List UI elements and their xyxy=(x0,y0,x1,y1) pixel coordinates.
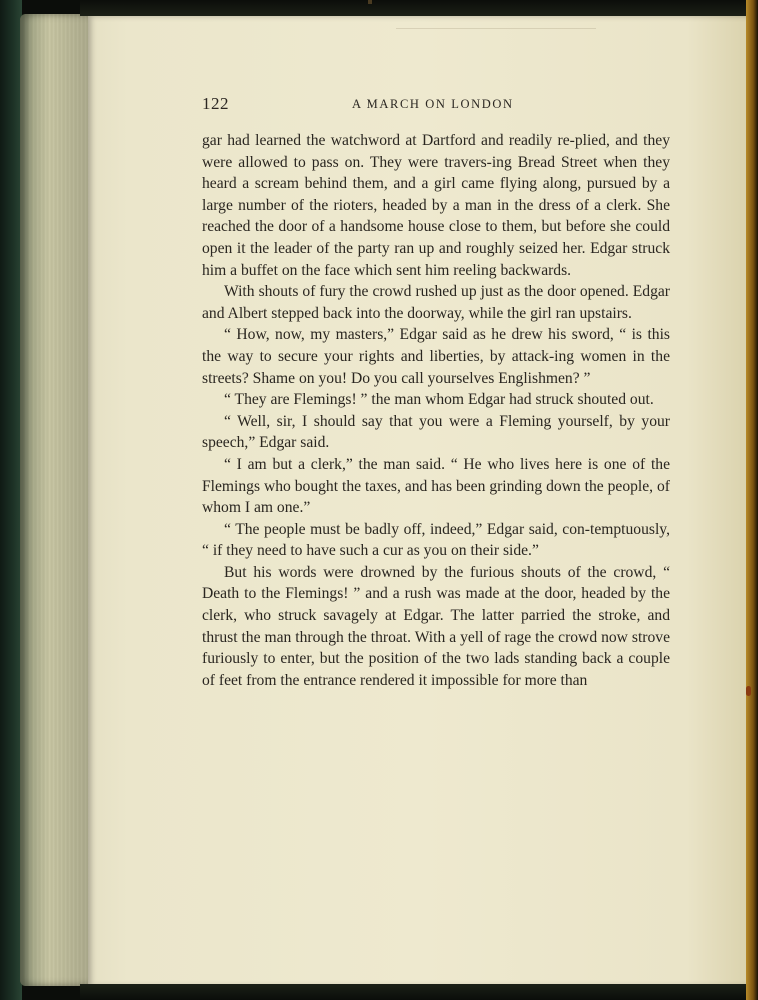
paper-stain xyxy=(746,686,751,696)
page-number: 122 xyxy=(202,94,229,113)
faint-show-through xyxy=(396,28,596,29)
paragraph: “ How, now, my masters,” Edgar said as he drew his sword, “ is this the way to secure your rights and liberties, by attack-ing women in the streets? Shame on you! Do you call yourselves Englishmen? ” xyxy=(202,326,670,387)
paragraph: But his words were drowned by the furious shouts of the crowd, “ Death to the Flemings! ” and a rush was made at the door, headed by the clerk, who struck savagely at Edgar. The latter parried the stroke, and thrust the man through the throat. With a yell of rage the crowd now strove furiously to enter, but the position of the two lads standing back a couple of feet from the entrance rendered it impossible for more than xyxy=(202,563,670,689)
paragraph: “ I am but a clerk,” the man said. “ He who lives here is one of the Flemings who bought the taxes, and has been grinding down the people, of whom I am one.” xyxy=(202,455,670,517)
paragraph: gar had learned the watchword at Dartford and readily re-plied, and they were allowed to pass on. They were travers-ing Bread Street when they heard a scream behind them, and a girl came flying along, pursued by a large number of the rioters, headed by a man in the dress of a clerk. She reached the door of a handsome house close to them, but before she could open it the leader of the party ran up and roughly seized her. Edgar struck him a buffet on the face which sent him reeling backwards. xyxy=(202,132,670,279)
paragraph: “ They are Flemings! ” the man whom Edgar had struck shouted out. xyxy=(224,391,654,409)
body-text xyxy=(202,130,670,691)
paragraph: “ Well, sir, I should say that you were a Fleming yourself, by your speech,” Edgar said. xyxy=(202,412,670,452)
paragraph: With shouts of fury the crowd rushed up just as the door opened. Edgar and Albert stepped back into the doorway, while the girl ran upstairs. xyxy=(202,283,670,322)
paragraph: “ The people must be badly off, indeed,” Edgar said, con-temptuously, “ if they need to have such a cur as you on their side.” xyxy=(202,520,670,560)
running-title: A MARCH ON LONDON xyxy=(352,97,514,111)
scan-top-border xyxy=(80,0,758,16)
facing-page-edge xyxy=(746,0,758,1000)
page-stack-edge xyxy=(20,14,92,986)
book-cover-edge xyxy=(0,0,22,1000)
top-mark xyxy=(368,0,372,4)
scan-bottom-border xyxy=(80,984,758,1000)
running-head xyxy=(202,94,670,118)
